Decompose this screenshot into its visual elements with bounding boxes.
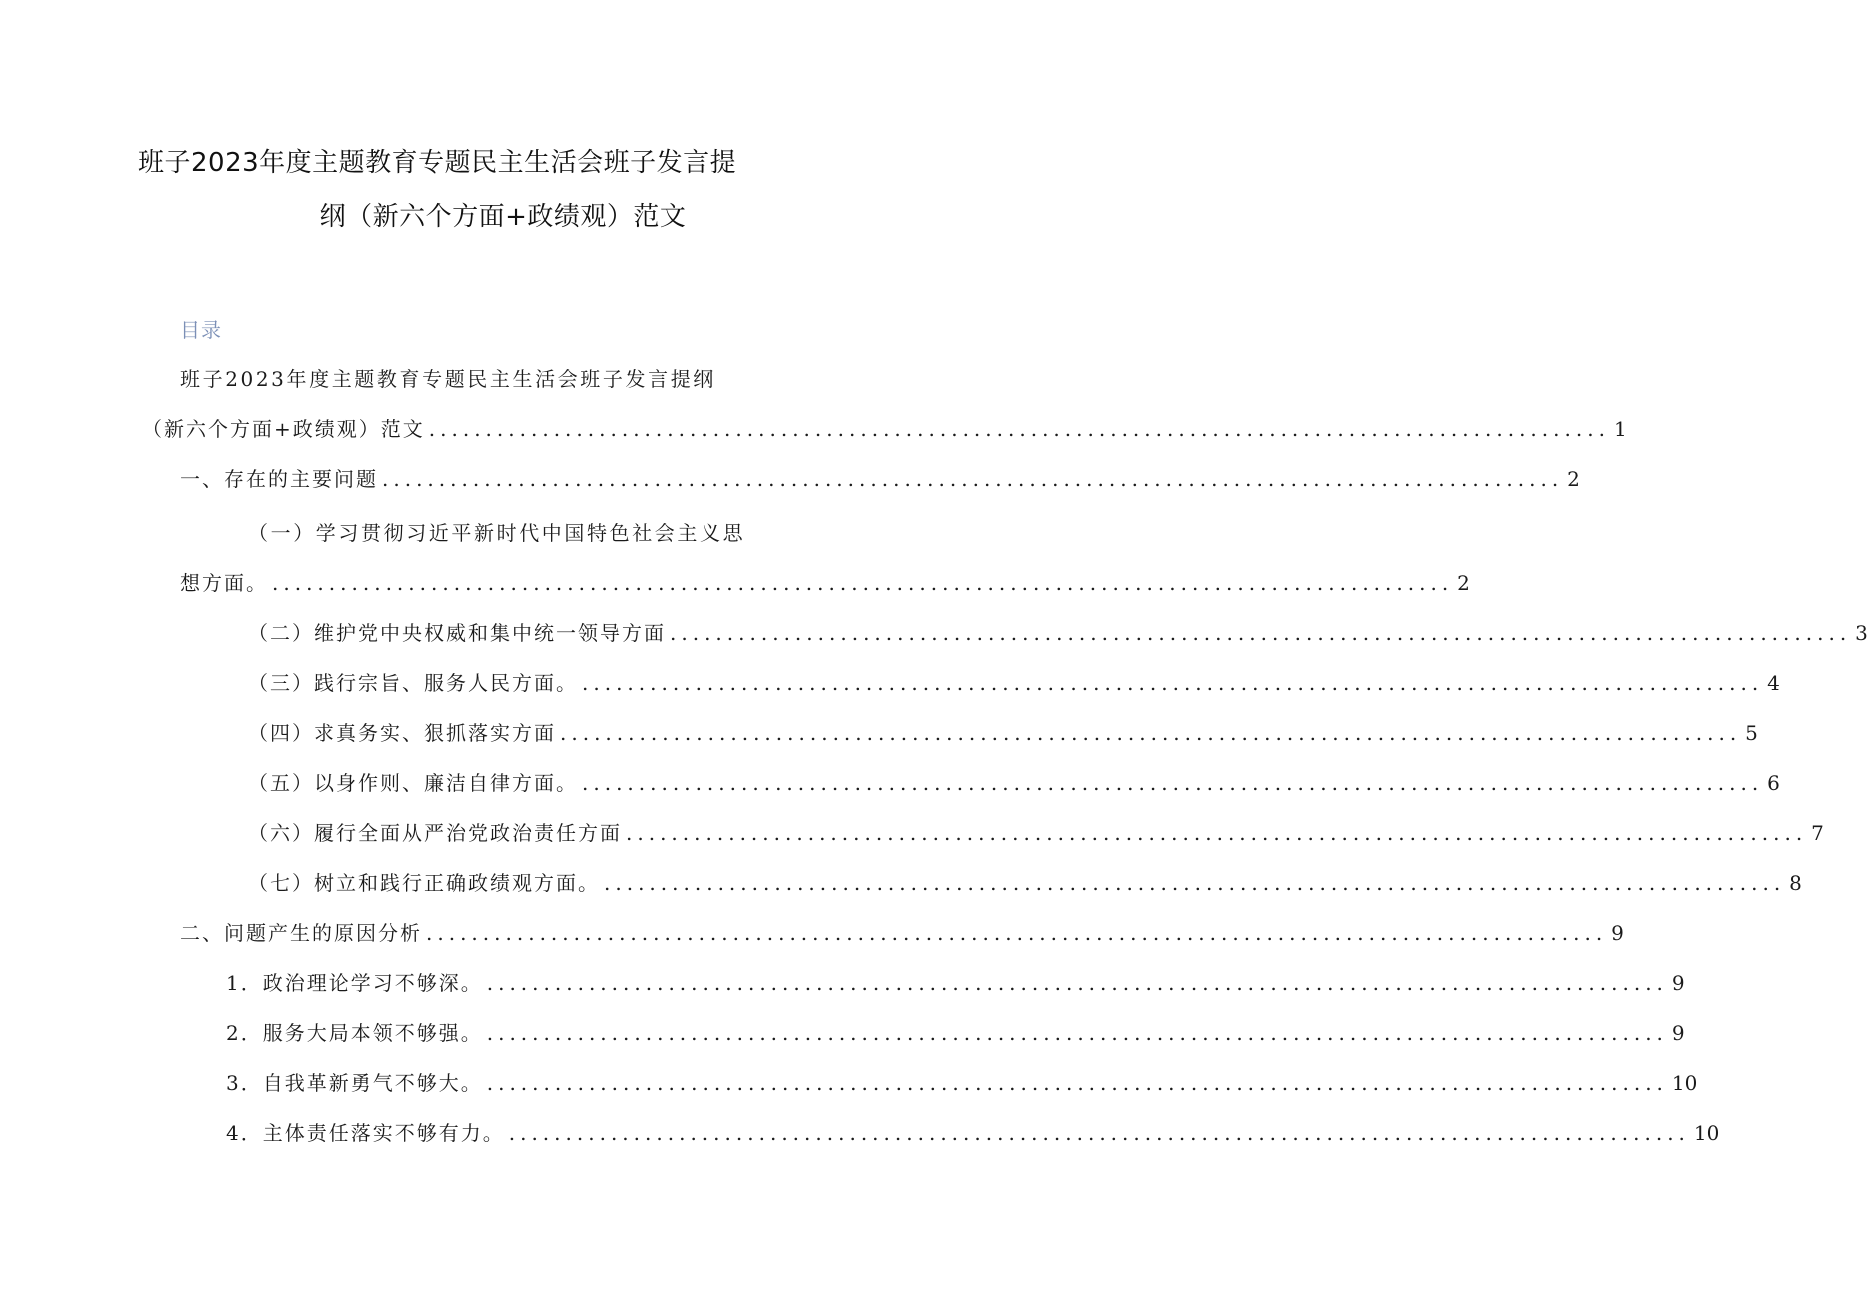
toc-entry-9-text: 二、问题产生的原因分析 <box>180 921 422 945</box>
toc-leader-dots: ........................................................................................................ <box>604 871 1786 895</box>
toc-entry-4[interactable] <box>248 668 1780 698</box>
toc-entry-2-page: 2 <box>1457 571 1470 595</box>
toc-entry-11-text: 2．服务大局本领不够强。 <box>226 1021 483 1045</box>
toc-leader-dots: ........................................................................................................ <box>486 1021 1668 1045</box>
toc-leader-dots: ........................................................................................................ <box>560 721 1742 745</box>
toc-entry-0-page: 1 <box>1613 417 1627 441</box>
toc-leader-dots: ........................................................................................................ <box>428 417 1610 441</box>
toc-entry-1-page: 2 <box>1567 467 1580 491</box>
toc-entry-5-text: （四）求真务实、狠抓落实方面 <box>248 721 556 745</box>
toc-entry-7-text: （六）履行全面从严治党政治责任方面 <box>248 821 622 845</box>
toc-entry-0-line-2: （新六个方面+政绩观）范文 <box>142 417 425 441</box>
toc-leader-dots: ........................................................................................................ <box>426 921 1608 945</box>
toc-entry-7[interactable] <box>248 818 1824 848</box>
toc-entry-11-page: 9 <box>1671 1021 1685 1045</box>
toc-entry-8-text: （七）树立和践行正确政绩观方面。 <box>248 871 600 895</box>
toc-leader-dots: ........................................................................................................ <box>670 621 1852 645</box>
toc-entry-1-text: 一、存在的主要问题 <box>180 467 378 491</box>
toc-entry-4-text: （三）践行宗旨、服务人民方面。 <box>248 671 578 695</box>
toc-entry-13-page: 10 <box>1693 1121 1720 1145</box>
toc-entry-9[interactable] <box>180 918 1624 948</box>
toc-entry-12[interactable] <box>226 1068 1698 1098</box>
toc-entry-3[interactable] <box>248 618 1868 648</box>
toc-entry-13[interactable] <box>226 1118 1720 1148</box>
toc-entry-2-line-2: 想方面。 <box>180 571 268 595</box>
toc-entry-12-text: 3．自我革新勇气不够大。 <box>226 1071 483 1095</box>
toc-leader-dots: ........................................................................................................ <box>486 1071 1668 1095</box>
toc-leader-dots: ........................................................................................................ <box>582 671 1764 695</box>
toc-entry-1[interactable] <box>180 464 1580 494</box>
toc-entry-13-text: 4．主体责任落实不够有力。 <box>226 1121 505 1145</box>
toc-leader-dots: ........................................................................................................ <box>272 571 1454 595</box>
toc-entry-7-page: 7 <box>1811 821 1824 845</box>
toc-entry-0-line-1[interactable]: 班子2023年度主题教育专题民主生活会班子发言提纲 <box>180 367 716 391</box>
toc-leader-dots: ........................................................................................................ <box>382 467 1564 491</box>
toc-entry-2-line-1[interactable]: （一）学习贯彻习近平新时代中国特色社会主义思 <box>248 521 746 545</box>
toc-leader-dots: ........................................................................................................ <box>486 971 1668 995</box>
toc-leader-dots: ........................................................................................................ <box>626 821 1808 845</box>
toc-entry-8[interactable] <box>248 868 1802 898</box>
toc-entry-0[interactable] <box>142 414 1627 444</box>
document-title-line-2: 纲（新六个方面+政绩观）范文 <box>319 202 687 232</box>
toc-entry-6[interactable] <box>248 768 1780 798</box>
toc-entry-10-page: 9 <box>1671 971 1685 995</box>
toc-entry-10-text: 1．政治理论学习不够深。 <box>226 971 483 995</box>
toc-entry-12-page: 10 <box>1671 1071 1698 1095</box>
toc-entry-5[interactable] <box>248 718 1758 748</box>
toc-entry-3-text: （二）维护党中央权威和集中统一领导方面 <box>248 621 666 645</box>
toc-leader-dots: ........................................................................................................ <box>582 771 1764 795</box>
toc-entry-2[interactable] <box>180 568 1470 598</box>
toc-entry-6-page: 6 <box>1767 771 1780 795</box>
toc-entry-10[interactable] <box>226 968 1685 998</box>
toc-entry-3-page: 3 <box>1855 621 1868 645</box>
toc-entry-8-page: 8 <box>1789 871 1802 895</box>
toc-leader-dots: ........................................................................................................ <box>508 1121 1690 1145</box>
toc-heading: 目录 <box>180 318 222 342</box>
toc-entry-9-page: 9 <box>1611 921 1624 945</box>
toc-entry-4-page: 4 <box>1767 671 1780 695</box>
toc-entry-11[interactable] <box>226 1018 1685 1048</box>
toc-entry-5-page: 5 <box>1745 721 1758 745</box>
toc-entry-6-text: （五）以身作则、廉洁自律方面。 <box>248 771 578 795</box>
document-title-line-1: 班子2023年度主题教育专题民主生活会班子发言提 <box>138 148 737 178</box>
